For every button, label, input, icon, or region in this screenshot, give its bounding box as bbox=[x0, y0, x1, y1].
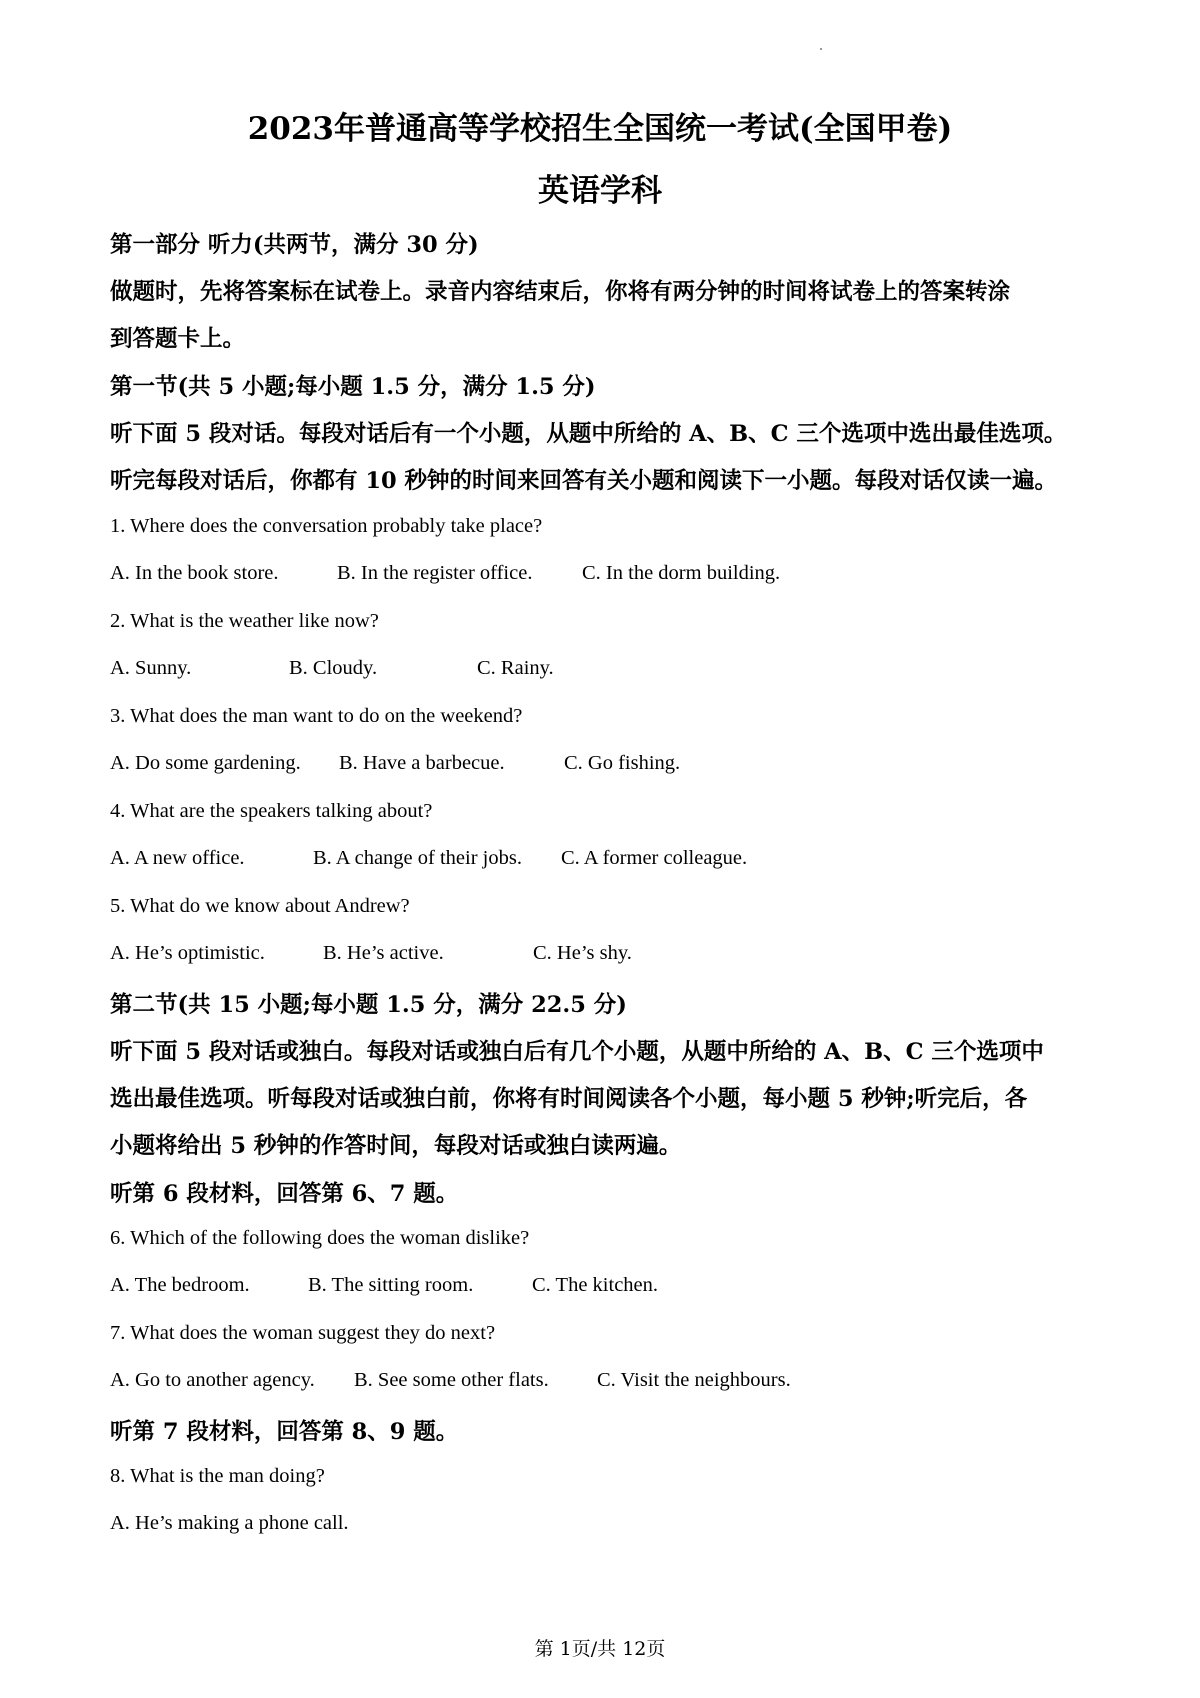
part1-instruction-2: 到答题卡上。 bbox=[110, 326, 246, 352]
q5-option-c: C. He’s shy. bbox=[533, 942, 632, 964]
q5-option-a: A. He’s optimistic. bbox=[110, 942, 265, 964]
question-8: 8. What is the man doing? bbox=[110, 1465, 325, 1487]
subject-title: 英语学科 bbox=[538, 173, 662, 209]
question-4: 4. What are the speakers talking about? bbox=[110, 800, 433, 822]
section1-heading: 第一节(共 5 小题;每小题 1.5 分，满分 1.5 分) bbox=[110, 374, 596, 400]
q2-option-a: A. Sunny. bbox=[110, 657, 192, 679]
q4-option-c: C. A former colleague. bbox=[561, 847, 748, 869]
q5-option-b: B. He’s active. bbox=[323, 942, 444, 964]
question-2: 2. What is the weather like now? bbox=[110, 610, 379, 632]
q7-option-a: A. Go to another agency. bbox=[110, 1369, 315, 1391]
question-3: 3. What does the man want to do on the weekend? bbox=[110, 705, 523, 727]
material-6-heading: 听第 6 段材料，回答第 6、7 题。 bbox=[110, 1181, 459, 1207]
page-footer: 第 1页/共 12页 bbox=[534, 1638, 666, 1660]
q3-option-b: B. Have a barbecue. bbox=[339, 752, 505, 774]
section2-instruction-1: 听下面 5 段对话或独白。每段对话或独白后有几个小题，从题中所给的 A、B、C 三个选项中 bbox=[110, 1039, 1044, 1065]
q3-option-a: A. Do some gardening. bbox=[110, 752, 301, 774]
section2-instruction-2: 选出最佳选项。听每段对话或独白前，你将有时间阅读各个小题，每小题 5 秒钟;听完后，各 bbox=[110, 1086, 1028, 1112]
q6-option-c: C. The kitchen. bbox=[532, 1274, 659, 1296]
section2-instruction-3: 小题将给出 5 秒钟的作答时间，每段对话或独白读两遍。 bbox=[110, 1133, 682, 1159]
section2-heading: 第二节(共 15 小题;每小题 1.5 分，满分 22.5 分) bbox=[110, 992, 627, 1018]
q2-option-c: C. Rainy. bbox=[477, 657, 554, 679]
section1-instruction-2: 听完每段对话后，你都有 10 秒钟的时间来回答有关小题和阅读下一小题。每段对话仅读一遍。 bbox=[110, 468, 1057, 494]
q6-option-b: B. The sitting room. bbox=[308, 1274, 474, 1296]
q1-option-c: C. In the dorm building. bbox=[582, 562, 781, 584]
q1-option-a: A. In the book store. bbox=[110, 562, 279, 584]
question-1: 1. Where does the conversation probably take place? bbox=[110, 515, 543, 537]
q2-option-b: B. Cloudy. bbox=[289, 657, 378, 679]
exam-title: 2023年普通高等学校招生全国统一考试(全国甲卷) bbox=[247, 111, 953, 147]
part1-heading: 第一部分 听力(共两节，满分 30 分) bbox=[110, 232, 479, 258]
q7-option-c: C. Visit the neighbours. bbox=[597, 1369, 791, 1391]
question-5: 5. What do we know about Andrew? bbox=[110, 895, 410, 917]
section1-instruction-1: 听下面 5 段对话。每段对话后有一个小题，从题中所给的 A、B、C 三个选项中选出最佳选项。 bbox=[110, 421, 1067, 447]
scan-speck bbox=[820, 48, 822, 50]
q4-option-b: B. A change of their jobs. bbox=[313, 847, 522, 869]
q4-option-a: A. A new office. bbox=[110, 847, 245, 869]
q8-option-a: A. He’s making a phone call. bbox=[110, 1512, 349, 1534]
question-7: 7. What does the woman suggest they do next? bbox=[110, 1322, 496, 1344]
question-6: 6. Which of the following does the woman dislike? bbox=[110, 1227, 530, 1249]
q3-option-c: C. Go fishing. bbox=[564, 752, 681, 774]
q7-option-b: B. See some other flats. bbox=[354, 1369, 549, 1391]
material-7-heading: 听第 7 段材料，回答第 8、9 题。 bbox=[110, 1419, 459, 1445]
part1-instruction-1: 做题时，先将答案标在试卷上。录音内容结束后，你将有两分钟的时间将试卷上的答案转涂 bbox=[110, 279, 1011, 305]
q1-option-b: B. In the register office. bbox=[337, 562, 533, 584]
q6-option-a: A. The bedroom. bbox=[110, 1274, 250, 1296]
